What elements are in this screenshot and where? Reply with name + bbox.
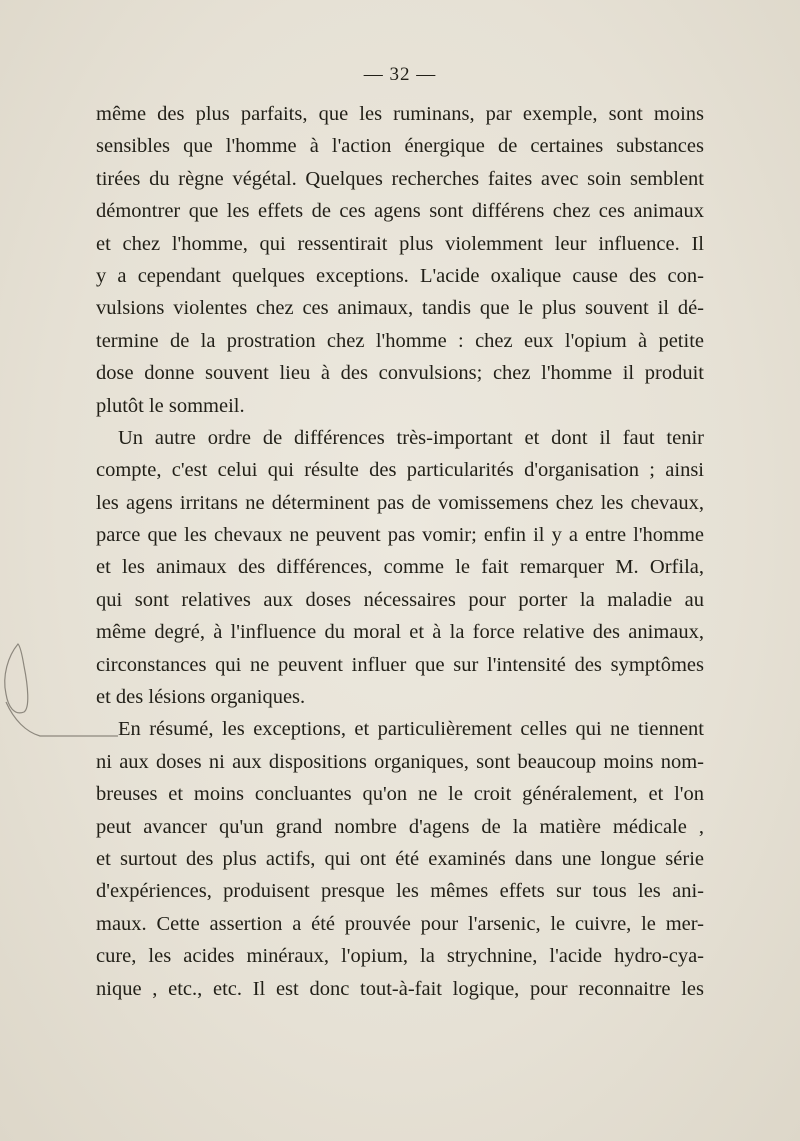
text-line: même des plus parfaits, que les ruminans, par exemple, sont moins <box>96 103 704 125</box>
text-line: même degré, à l'influence du moral et à la force relative des animaux, <box>96 621 704 644</box>
text-line: y a cependant quelques exceptions. L'acide oxalique cause des con- <box>96 264 704 287</box>
text-line: parce que les chevaux ne peuvent pas vomir; enfin il y a entre l'homme <box>96 524 704 547</box>
paragraph-1 <box>96 98 704 422</box>
text-line: compte, c'est celui qui résulte des particularités d'organisation ; ainsi <box>96 459 704 482</box>
text-line: les agens irritans ne déterminent pas de vomissemens chez les chevaux, <box>96 491 704 514</box>
text-line: et les animaux des différences, comme le fait remarquer M. Orfila, <box>96 556 704 579</box>
text-line: et des lésions organiques. <box>96 686 306 709</box>
text-line: peut avancer qu'un grand nombre d'agens de la matière médicale , <box>96 815 704 838</box>
text-line: vulsions violentes chez ces animaux, tandis que le plus souvent il dé- <box>96 297 704 320</box>
text-line: ni aux doses ni aux dispositions organiques, sont beaucoup moins nom- <box>96 750 704 773</box>
text-line: circonstances qui ne peuvent influer que sur l'intensité des symptômes <box>96 653 704 676</box>
text-line: et chez l'homme, qui ressentirait plus violemment leur influence. Il <box>96 232 704 255</box>
text-line: et surtout des plus actifs, qui ont été examinés dans une longue série <box>96 847 704 870</box>
body-text <box>96 98 704 1005</box>
text-line: termine de la prostration chez l'homme : chez eux l'opium à petite <box>96 329 704 352</box>
text-line: tirées du règne végétal. Quelques recherches faites avec soin semblent <box>96 167 704 190</box>
text-line: cure, les acides minéraux, l'opium, la strychnine, l'acide hydro-cya- <box>96 945 704 968</box>
page-number: — 32 — <box>363 64 437 85</box>
paragraph-3 <box>96 713 704 1005</box>
text-line: dose donne souvent lieu à des convulsions; chez l'homme il produit <box>96 362 704 385</box>
text-line: Un autre ordre de différences très-important et dont il faut tenir <box>118 426 704 449</box>
text-line: sensibles que l'homme à l'action énergique de certaines substances <box>96 135 704 158</box>
text-line: maux. Cette assertion a été prouvée pour l'arsenic, le cuivre, le mer- <box>96 912 704 935</box>
pencil-margin-mark <box>0 636 120 746</box>
text-line: plutôt le sommeil. <box>96 394 245 417</box>
text-line: qui sont relatives aux doses nécessaires pour porter la maladie au <box>96 588 704 611</box>
text-line: d'expériences, produisent presque les mêmes effets sur tous les ani- <box>96 880 704 903</box>
text-line: breuses et moins concluantes qu'on ne le croit généralement, et l'on <box>96 783 704 806</box>
text-line: démontrer que les effets de ces agens sont différens chez ces animaux <box>96 200 704 223</box>
paragraph-2 <box>96 422 704 714</box>
text-line: nique , etc., etc. Il est donc tout-à-fait logique, pour reconnaitre les <box>96 977 704 1000</box>
text-line: En résumé, les exceptions, et particulièrement celles qui ne tiennent <box>118 718 704 741</box>
